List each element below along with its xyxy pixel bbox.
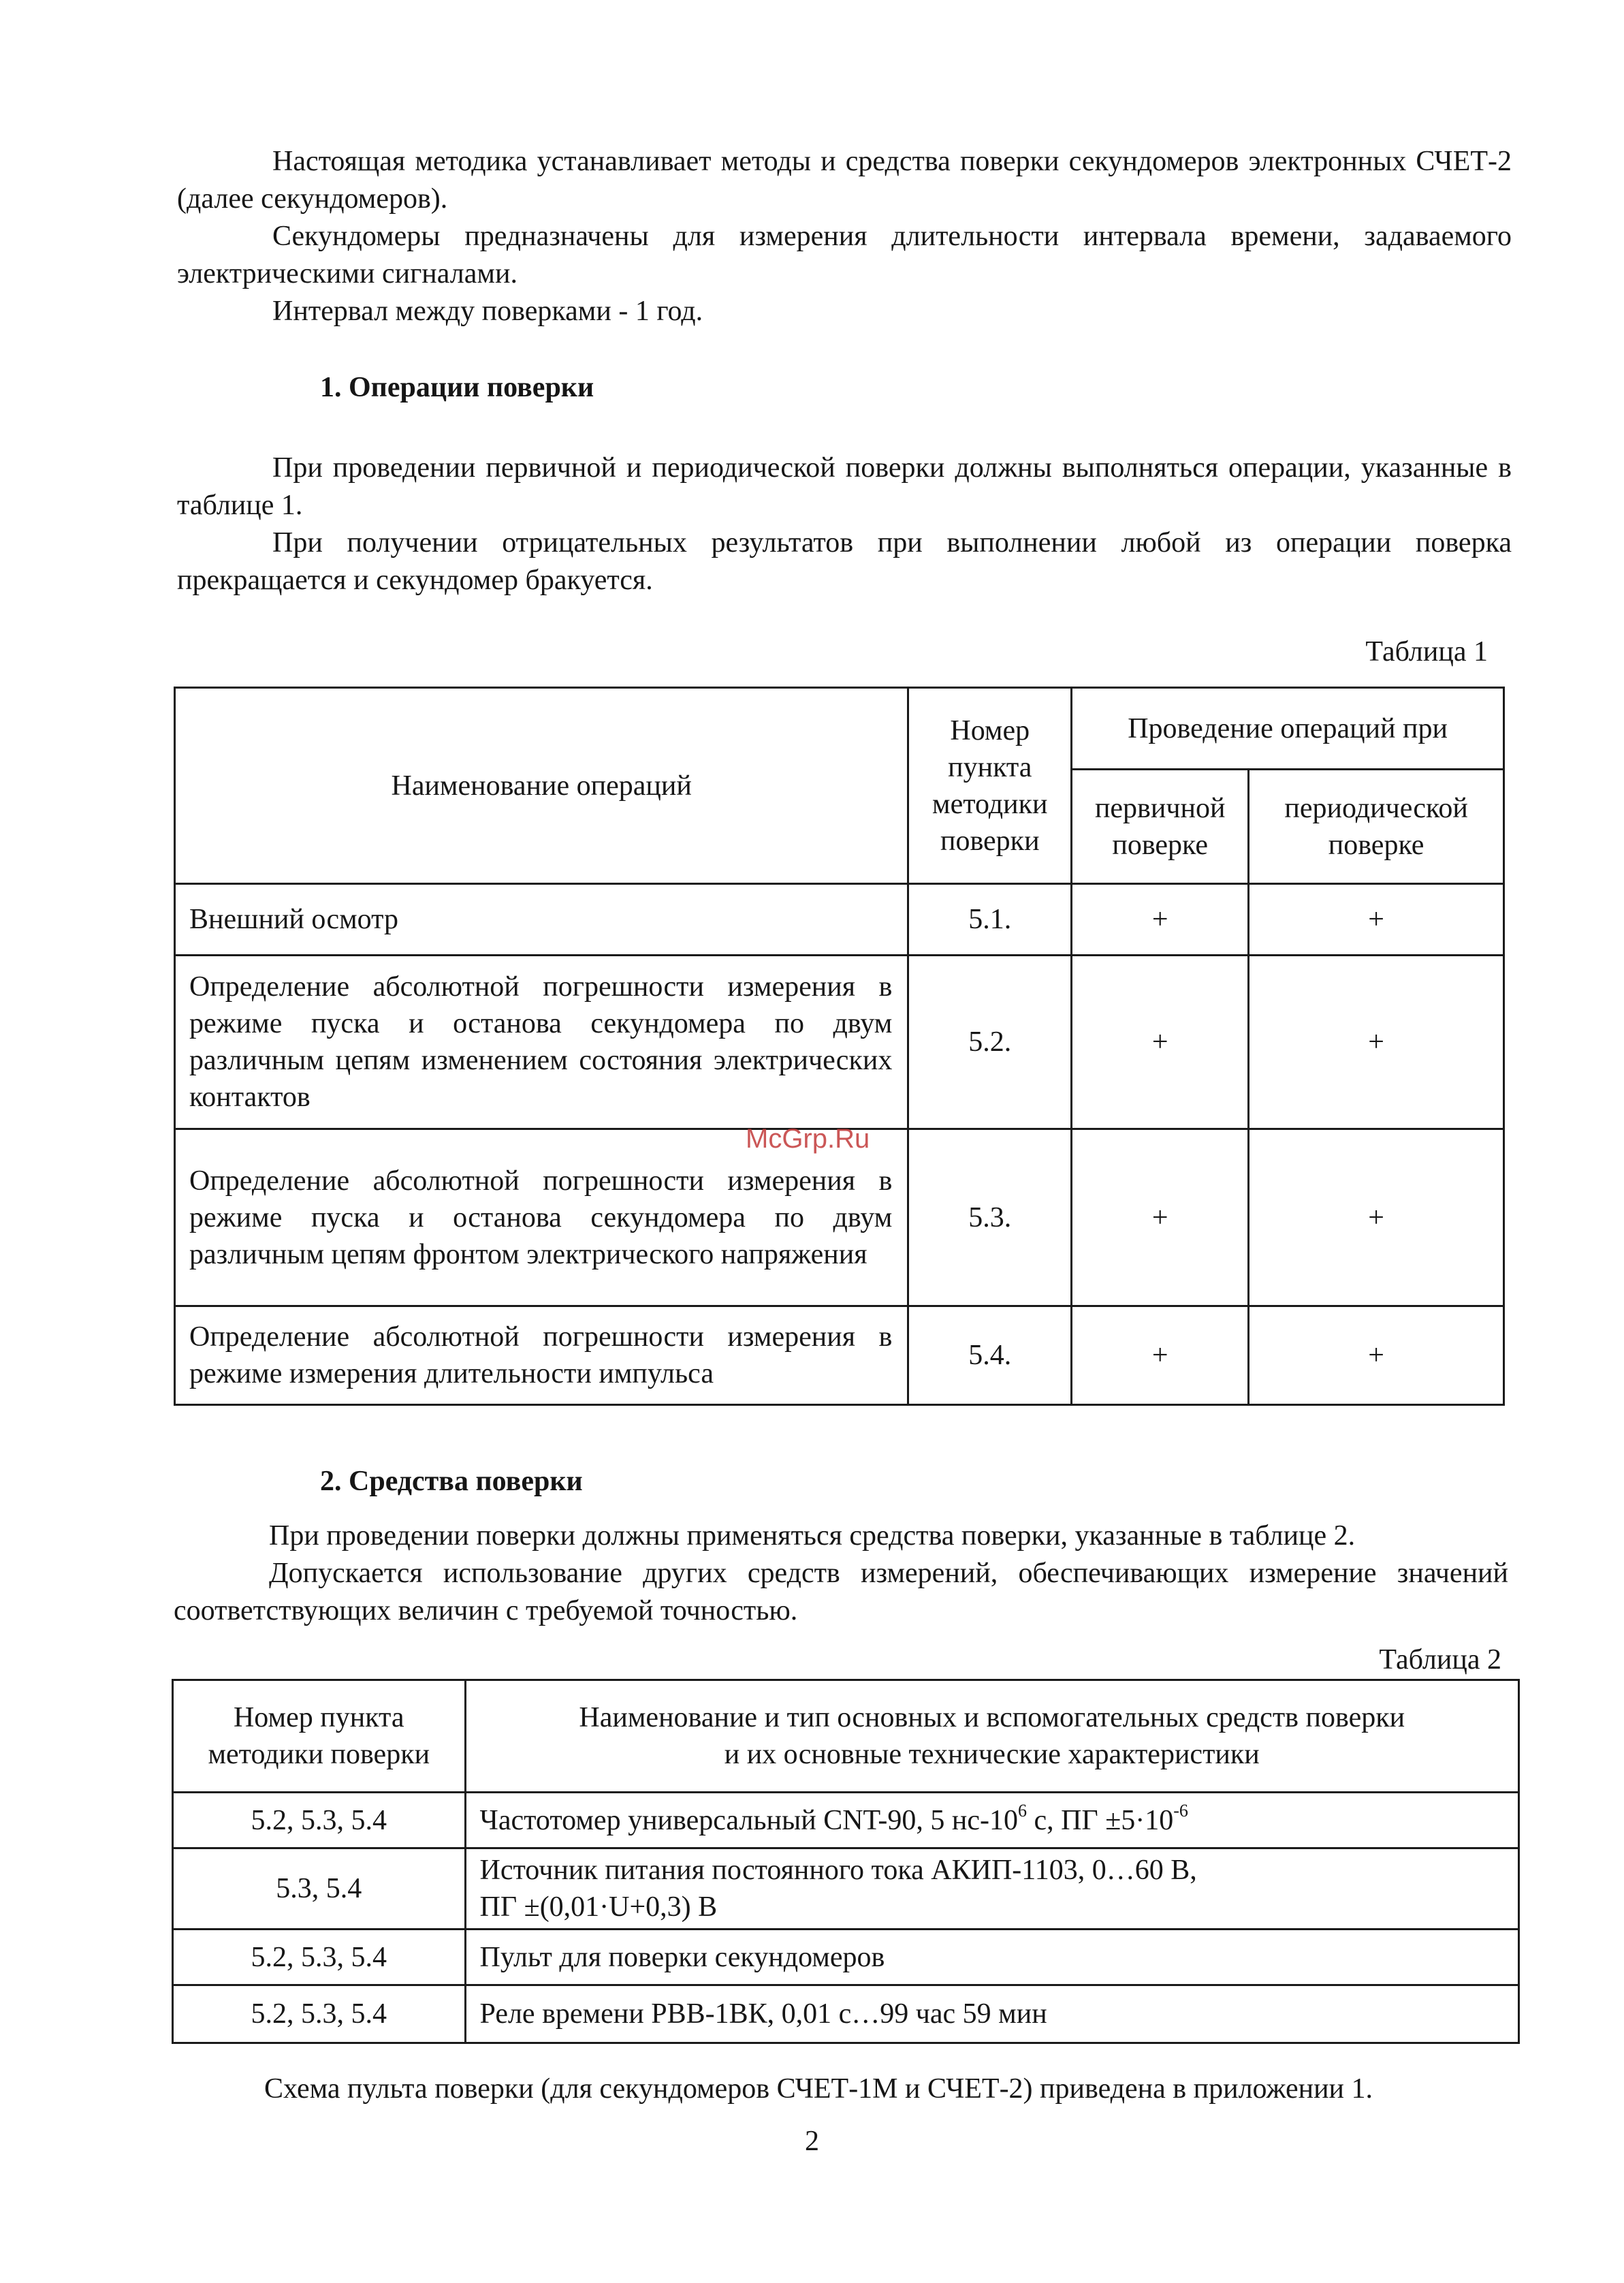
table-row [175, 1306, 1504, 1405]
equipment-number: 5.2, 5.3, 5.4 [173, 1930, 466, 1985]
table-1-header-periodic: периодической поверке [1249, 770, 1504, 884]
table-row [173, 1848, 1519, 1930]
table-row [173, 1793, 1519, 1848]
operation-number: 5.4. [908, 1306, 1072, 1405]
table-row [175, 1129, 1504, 1306]
operations-table [174, 687, 1505, 1406]
watermark: McGrp.Ru [746, 1124, 870, 1154]
operation-periodic: + [1249, 956, 1504, 1129]
equipment-name: Пульт для поверки секундомеров [465, 1930, 1518, 1985]
intro-paragraph-3: Интервал между поверками - 1 год. [272, 296, 703, 327]
operation-primary: + [1072, 1129, 1249, 1306]
operation-name: Определение абсолютной погрешности измерения в режиме пуска и останова секундомера по двум различным цепям фронтом электрического напряжения [175, 1129, 908, 1306]
section-2-paragraph-2: Допускается использование других средств измерений, обеспечивающих измерение значений соответствующих величин с требуемой точностью. [174, 1558, 1508, 1626]
equipment-table [172, 1679, 1520, 2044]
equipment-name [465, 1848, 1518, 1930]
operation-periodic: + [1249, 1129, 1504, 1306]
equipment-name: Частотомер универсальный CNT-90, 5 $нс-10^6$ с, ПГ $\pm 5\cdot 10^{-6}$ [465, 1793, 1518, 1848]
equipment-name-line-1: Источник питания постоянного тока АКИП-1103, 0…60 В, [479, 1855, 1197, 1886]
section-1-text [177, 450, 1512, 599]
equipment-name: Реле времени РВВ-1ВК, 0,01 с…99 час 59 мин [465, 1985, 1518, 2043]
operation-number: 5.1. [908, 884, 1072, 956]
operation-periodic: + [1249, 1306, 1504, 1405]
intro-paragraph-1: Настоящая методика устанавливает методы и средства поверки секундомеров электронных СЧЕТ-2 (далее секундомеров). [177, 146, 1512, 215]
equipment-number: 5.3, 5.4 [173, 1848, 466, 1930]
section-1-paragraph-1: При проведении первичной и периодической поверки должны выполняться операции, указанные в таблице 1. [177, 452, 1512, 521]
intro-paragraph-2: Секундомеры предназначены для измерения длительности интервала времени, задаваемого электрическими сигналами. [177, 221, 1512, 289]
operation-name: Определение абсолютной погрешности измерения в режиме пуска и останова секундомера по двум различным цепям изменением состояния электрических контактов [175, 956, 908, 1129]
table-2-caption: Таблица 2 [1379, 1644, 1501, 1675]
table-1-header-number: Номер пункта методики поверки [908, 688, 1072, 884]
section-2-text [174, 1517, 1508, 1630]
table-1-header-name: Наименование операций [175, 688, 908, 884]
table-2-header-name-line-1: Наименование и тип основных и вспомогательных средств поверки [579, 1702, 1405, 1733]
table-1-caption: Таблица 1 [1365, 636, 1488, 667]
table-2-header-name [465, 1680, 1518, 1793]
equipment-name-line-2: ПГ ±(0,01·U+0,3) В [479, 1891, 718, 1923]
table-row [175, 884, 1504, 956]
operation-name: Внешний осмотр [175, 884, 908, 956]
table-1-header-primary: первичной поверке [1072, 770, 1249, 884]
table-1-header-group: Проведение операций при [1072, 688, 1504, 770]
table-row [175, 956, 1504, 1129]
table-2-header-name-line-2: и их основные технические характеристики [724, 1739, 1260, 1770]
operation-number: 5.2. [908, 956, 1072, 1129]
operation-periodic: + [1249, 884, 1504, 956]
section-1-heading: 1. Операции поверки [320, 372, 594, 403]
equipment-number: 5.2, 5.3, 5.4 [173, 1793, 466, 1848]
page-number: 2 [805, 2126, 819, 2157]
operation-primary: + [1072, 1306, 1249, 1405]
table-row [173, 1985, 1519, 2043]
equipment-number: 5.2, 5.3, 5.4 [173, 1985, 466, 2043]
operation-primary: + [1072, 956, 1249, 1129]
intro-section [177, 143, 1512, 330]
table-row [173, 1930, 1519, 1985]
operation-number: 5.3. [908, 1129, 1072, 1306]
section-1-paragraph-2: При получении отрицательных результатов при выполнении любой из операции поверка прекращается и секундомер бракуется. [177, 527, 1512, 596]
section-2-heading: 2. Средства поверки [320, 1466, 583, 1497]
operation-name: Определение абсолютной погрешности измерения в режиме измерения длительности импульса [175, 1306, 908, 1405]
footer-note: Схема пульта поверки (для секундомеров СЧЕТ-1М и СЧЕТ-2) приведена в приложении 1. [264, 2073, 1373, 2105]
operation-primary: + [1072, 884, 1249, 956]
table-2-header-number: Номер пункта методики поверки [173, 1680, 466, 1793]
section-2-paragraph-1: При проведении поверки должны применяться средства поверки, указанные в таблице 2. [269, 1520, 1356, 1552]
